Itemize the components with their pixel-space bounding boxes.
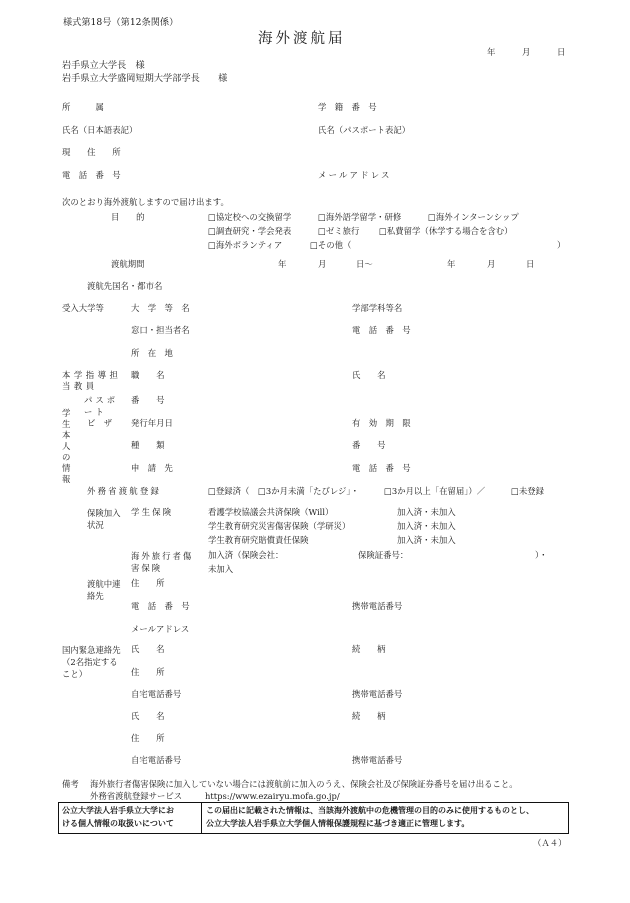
period-to-month: 月 (487, 259, 496, 269)
purpose-exchange-checkbox[interactable]: □ 協定校への交換留学 (208, 212, 291, 223)
privacy-text-line1: この届出に記載された情報は、当該海外渡航中の危機管理の目的のみに使用するものとし、 (206, 806, 534, 815)
page-title: 海外渡航届 (258, 31, 346, 47)
travel-insurance-policy-no: 保険証番号： (358, 550, 409, 560)
emergency2-name-label: 氏 名 (131, 711, 165, 721)
insurance-will-status[interactable]: 加入済・未加入 (397, 507, 456, 517)
emergency1-home-phone-label: 自宅電話番号 (131, 689, 182, 699)
insurance-liability-status[interactable]: 加入済・未加入 (397, 535, 456, 545)
period-from-year: 年 (278, 259, 287, 269)
purpose-language-checkbox[interactable]: □ 海外語学留学・研修 (318, 212, 401, 223)
visa-applied-label: 申 請 先 (131, 463, 173, 473)
form-number: 様式第18号（第12条関係） (63, 17, 179, 28)
passport-number-label: 番 号 (131, 395, 165, 405)
emergency2-address-label: 住 所 (131, 733, 165, 743)
purpose-private-study-checkbox[interactable]: □ 私費留学（休学する場合を含む） (379, 226, 513, 237)
privacy-title-line1: 公立大学法人岩手県立大学にお (62, 806, 174, 815)
advisor-title-label: 職 名 (131, 370, 165, 380)
insurance-liability: 学生教育研究賠償責任保険 (208, 535, 309, 545)
emergency2-home-phone-label: 自宅電話番号 (131, 755, 182, 765)
phone-label: 電 話 番 号 (62, 170, 121, 180)
contact-abroad-email-label: メールアドレス (131, 624, 190, 634)
mofa-unregistered-checkbox[interactable]: □ 未登録 (511, 486, 544, 497)
emergency-label: 国内緊急連絡先（2名指定すること） (62, 645, 121, 679)
insurance-will: 看護学校協議会共済保険（Will） (208, 507, 334, 517)
emergency1-mobile-label: 携帯電話番号 (352, 689, 403, 699)
purpose-label: 目 的 (111, 212, 145, 222)
mofa-registered-checkbox[interactable]: □ 登録済（ (208, 486, 249, 497)
purpose-other-checkbox[interactable]: □ その他（ (310, 240, 351, 251)
purpose-seminar-checkbox[interactable]: □ ゼミ旅行 (318, 226, 359, 237)
host-location-label: 所 在 地 (131, 348, 173, 358)
host-section-label: 受入大学等 (62, 303, 104, 313)
advisor-section-label: 本学指導担当教員 (62, 370, 122, 391)
contact-abroad-label: 渡航中連絡先 (87, 579, 121, 601)
travel-insurance-close: ）・ (535, 550, 548, 560)
purpose-internship-checkbox[interactable]: □ 海外インターンシップ (428, 212, 519, 223)
contact-abroad-mobile-label: 携帯電話番号 (352, 601, 403, 611)
insurance-label: 保険加入状況 (87, 508, 121, 530)
address-label: 現 住 所 (62, 147, 121, 157)
period-from-month: 月 (318, 259, 327, 269)
emergency1-name-label: 氏 名 (131, 644, 165, 654)
mofa-label: 外務省渡航登録 (87, 486, 162, 496)
privacy-title-line2: ける個人情報の取扱いについて (62, 819, 174, 828)
host-dept-label: 学部学科等名 (352, 303, 403, 313)
visa-label: ビ ザ (87, 418, 113, 428)
contact-abroad-address-label: 住 所 (131, 578, 165, 588)
passport-label: パスポート (84, 395, 119, 417)
date-day: 日 (557, 47, 566, 57)
purpose-volunteer-checkbox[interactable]: □ 海外ボランティア (208, 240, 282, 251)
intro-text: 次のとおり海外渡航しますので届け出ます。 (62, 197, 229, 207)
host-univ-label: 大 学 等 名 (131, 303, 190, 313)
name-passport-label: 氏名（パスポート表記） (318, 125, 411, 135)
insurance-gakkensai-status[interactable]: 加入済・未加入 (397, 521, 456, 531)
emergency2-relation-label: 続 柄 (352, 711, 386, 721)
mofa-short-checkbox[interactable]: □ 3か月未満「たびレジ」・ (258, 486, 359, 497)
travel-insurance-label: 海外旅行者傷害保険 (131, 551, 194, 573)
period-from-day: 日〜 (356, 259, 373, 269)
visa-type-label: 種 類 (131, 440, 165, 450)
paper-size: （Ａ４） (533, 838, 567, 848)
privacy-text-line2: 公立大学法人岩手県立大学個人情報保護規程に基づき適正に管理します。 (206, 819, 470, 828)
email-label: メールアドレス (318, 170, 392, 180)
host-contact-label: 窓口・担当者名 (131, 325, 190, 335)
purpose-research-checkbox[interactable]: □ 調査研究・学会発表 (208, 226, 291, 237)
period-to-year: 年 (447, 259, 456, 269)
travel-insurance-not-enrolled[interactable]: 未加入 (208, 564, 234, 574)
privacy-divider (201, 802, 202, 833)
host-tel-label: 電 話 番 号 (352, 325, 411, 335)
date-month: 月 (522, 47, 531, 57)
addressee-college-president: 岩手県立大学盛岡短期大学部学長 様 (62, 73, 228, 84)
purpose-other-close: ） (557, 240, 566, 250)
student-insurance-label: 学生保険 (131, 507, 174, 517)
emergency1-address-label: 住 所 (131, 667, 165, 677)
emergency1-relation-label: 続 柄 (352, 644, 386, 654)
notes-label: 備考 (62, 779, 79, 789)
period-to-day: 日 (526, 259, 535, 269)
addressee-president: 岩手県立大学長 様 (62, 60, 145, 71)
visa-number-label: 番 号 (352, 440, 386, 450)
period-label: 渡航期間 (111, 259, 145, 269)
destination-label: 渡航先国名・都市名 (87, 281, 163, 291)
name-jp-label: 氏名（日本語表記） (62, 125, 138, 135)
contact-abroad-phone-label: 電 話 番 号 (131, 601, 190, 611)
advisor-name-label: 氏 名 (352, 370, 386, 380)
mofa-service-url[interactable]: https://www.ezairyu.mofa.go.jp/ (205, 791, 340, 801)
mofa-service-label: 外務省渡航登録サービス (90, 791, 183, 801)
student-no-label: 学 籍 番 号 (318, 102, 377, 112)
passport-issue-label: 発行年月日 (131, 418, 173, 428)
travel-insurance-enrolled[interactable]: 加入済（保険会社： (208, 550, 284, 560)
insurance-gakkensai: 学生教育研究災害傷害保険（学研災） (208, 521, 351, 531)
student-info-label: 学生本人の情報 (62, 408, 71, 484)
passport-expiry-label: 有 効 期 限 (352, 418, 411, 428)
affiliation-label: 所 属 (62, 102, 104, 112)
emergency2-mobile-label: 携帯電話番号 (352, 755, 403, 765)
mofa-long-checkbox[interactable]: □ 3か月以上「在留届」）／ (384, 486, 485, 497)
visa-tel-label: 電 話 番 号 (352, 463, 411, 473)
date-year: 年 (487, 47, 496, 57)
notes-text: 海外旅行者傷害保険に加入していない場合には渡航前に加入のうえ、保険会社及び保険証券番号を届け出ること。 (90, 779, 518, 789)
